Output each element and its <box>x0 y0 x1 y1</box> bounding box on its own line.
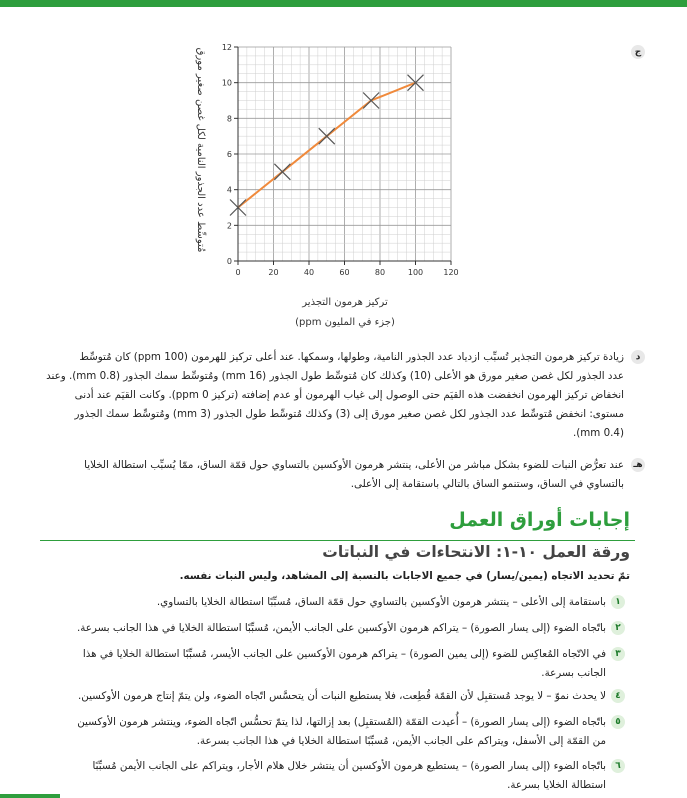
y-tick-label: 0 <box>226 257 232 266</box>
y-tick-label: 8 <box>226 114 232 124</box>
answer-e-paragraph <box>40 456 624 494</box>
item-line: لا يحدث نموّ – لا يوجد مُستقبِل لأن القمّة قُطِعت، فلا يستطيع النبات أن يتحسَّس اتّجاه الضوء، ولن يتمّ إنتاج هرمون الأوكسين. <box>77 690 606 702</box>
answer-d-line: انخفاض تركيز الهرمون انخفضت هذه القيَم حتى الوصول إلى غياب الهرمون أو عدم إضافته (تركيز 0 ppm). وكانت القيَم عند أدنى <box>74 389 624 401</box>
item-number-2: ٢ <box>611 621 625 635</box>
part-marker-c: ج <box>631 45 645 59</box>
x-tick-label: 80 <box>374 268 386 277</box>
answer-d-paragraph <box>40 348 624 443</box>
item-line: باستقامة إلى الأعلى – ينتشر هرمون الأوكسين بالتساوي حول قمّة الساق، مُسبِّبًا استطالة الخلايا بالتساوي. <box>156 596 606 608</box>
item-number-6: ٦ <box>611 759 625 773</box>
y-tick-label: 2 <box>226 221 232 231</box>
answer-marker-e: هـ <box>631 458 645 472</box>
answer-marker-d: د <box>631 350 645 364</box>
x-axis-unit-label: (جزء في المليون ppm) <box>295 317 395 328</box>
roots-chart <box>0 0 687 340</box>
item-line: باتّجاه الضوء (إلى يسار الصورة) – يتراكم هرمون الأوكسين على الجانب الأيمن، مُسبِّبًا استطالة الخلايا في هذا الجانب بسرعة. <box>76 622 606 634</box>
x-tick-label: 120 <box>443 268 459 277</box>
item-line: باتّجاه الضوء (إلى يسار الصورة) – أُعيدت القمّة (المُستقبِل) بعد إزالتها، لذا يتمّ تحسُّس اتّجاه الضوء، وينتشر هرمون الأوكسين <box>77 716 606 728</box>
item-line: في الاتّجاه المُعاكِس للضوء (إلى يمين الصورة) – يتراكم هرمون الأوكسين على الجانب الأيسر، مُسبِّبًا استطالة الخلايا في هذا <box>82 648 606 660</box>
section-title: إجابات أوراق العمل <box>449 509 630 531</box>
worksheet-item-1 <box>40 593 606 612</box>
y-tick-label: 4 <box>226 185 232 195</box>
instruction-note: تمّ تحديد الاتجاه (يمين/يسار) في جميع الاجابات بالنسبة إلى المشاهد، وليس النبات نفسه. <box>179 570 630 582</box>
x-tick-label: 40 <box>303 268 315 277</box>
y-tick-label: 10 <box>221 78 232 88</box>
item-number-5: ٥ <box>611 715 625 729</box>
item-number-4: ٤ <box>611 689 625 703</box>
item-line: من القمّة إلى الأسفل، ويتراكم على الجانب الأيمن، مُسبِّبًا استطالة الخلايا في هذا الجانب بسرعة. <box>196 735 606 747</box>
y-tick-label: 6 <box>226 150 232 159</box>
section-divider <box>40 540 635 541</box>
x-tick-label: 100 <box>407 268 424 277</box>
answer-d-line: زيادة تركيز هرمون التجذير تُسبِّب ازدياد عدد الجذور النامية، وطولها، وسمكها. عند أعلى تركيز للهرمون (100 ppm) كان مُتوسِّط <box>79 351 624 363</box>
x-tick-label: 60 <box>339 268 350 277</box>
answer-e-line: عند تعرُّض النبات للضوء بشكل مباشر من الأعلى، ينتشر هرمون الأوكسين بالتساوي حول قمّة الساق، ممّا يُسبِّب استطالة الخلايا <box>84 459 624 471</box>
answer-e-line: بالتساوي في الساق، وستنمو الساق بالتالي باستقامة إلى الأعلى. <box>350 478 624 490</box>
answer-d-line: مستوى: انخفض مُتوسِّط عدد الجذور لكل غصن صغير مورق إلى (3) وكذلك مُتوسِّط طول الجذور (3 mm) ومُتوسِّط سمك الجذور <box>74 408 624 420</box>
item-number-3: ٣ <box>611 647 625 661</box>
item-line: الجانب بسرعة. <box>541 667 606 679</box>
worksheet-item-5 <box>40 713 606 751</box>
x-tick-label: 20 <box>268 268 279 277</box>
worksheet-item-4 <box>40 687 606 706</box>
chart-ticks <box>222 43 459 277</box>
worksheet-title: ورقة العمل ١٠-١: الانتحاءات في النباتات <box>322 543 630 561</box>
x-tick-label: 0 <box>235 268 241 277</box>
y-axis-label: مُتوسِّط عدد الجذور النامية لكل غصن صغير مورق <box>195 47 206 253</box>
worksheet-item-3 <box>40 645 606 683</box>
item-line: باتّجاه الضوء (إلى يسار الصورة) – يستطيع هرمون الأوكسين أن ينتشر خلال هلام الأجار، ويتراكم على الجانب الأيمن مُسبِّبًا <box>92 760 606 772</box>
worksheet-item-6 <box>40 757 606 795</box>
answer-d-line: عدد الجذور لكل غصن صغير مورق هو الأعلى (10) وكذلك كان مُتوسِّط طول الجذور (16 mm) ومُتوسِّط سمك الجذور (0.8 mm). وعند <box>46 370 624 382</box>
y-tick-label: 12 <box>221 43 232 52</box>
answer-d-line: (0.4 mm). <box>572 427 624 439</box>
item-line: استطالة الخلايا بسرعة. <box>507 779 606 791</box>
x-axis-label: تركيز هرمون التجذير <box>302 297 388 308</box>
worksheet-item-2 <box>40 619 606 638</box>
item-number-1: ١ <box>611 595 625 609</box>
bottom-accent-bar <box>0 794 60 798</box>
